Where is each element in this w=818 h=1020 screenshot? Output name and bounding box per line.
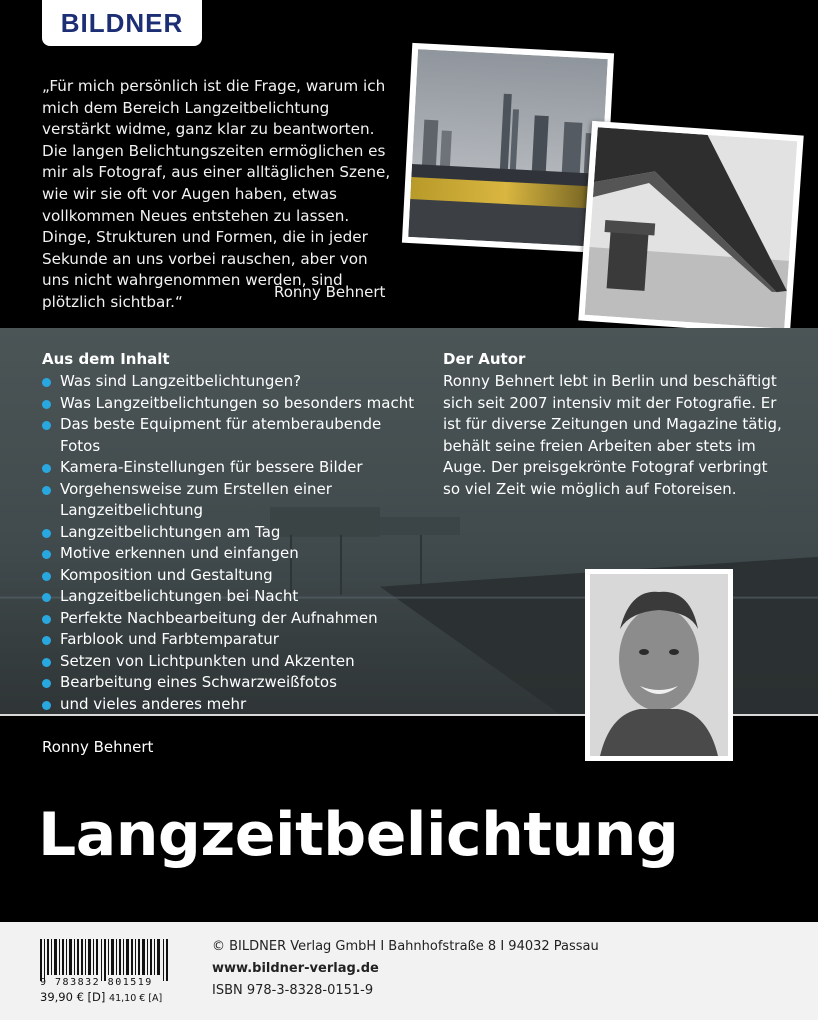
logo-text: BILDNER <box>60 7 184 38</box>
back-cover-footer <box>0 922 818 1020</box>
bridge-long-exposure-photo <box>578 121 803 335</box>
list-item: Setzen von Lichtpunkten und Akzenten <box>42 651 422 673</box>
list-item: Was sind Langzeitbelichtungen? <box>42 371 422 393</box>
barcode-number: 9 783832 801519 <box>40 977 153 988</box>
barcode-icon <box>40 939 170 981</box>
publisher-address: © BILDNER Verlag GmbH I Bahnhofstraße 8 I 94032 Passau <box>212 939 599 954</box>
list-item: Langzeitbelichtungen am Tag <box>42 522 422 544</box>
book-title: Langzeitbelichtung <box>38 800 679 870</box>
author-bio: Ronny Behnert lebt in Berlin und beschäftigt sich seit 2007 intensiv mit der Fotografie. Er ist für diverse Zeitungen und Magazine tätig, behält seine freien Arbeiten aber stets im Auge. Der preisgekrönte Fotograf verbringt so viel Zeit wie möglich auf Fotoreisen. <box>443 372 782 498</box>
price-de: 39,90 € [D] <box>40 990 106 1004</box>
contents-heading: Aus dem Inhalt <box>42 350 170 368</box>
list-item: Was Langzeitbelichtungen so besonders macht <box>42 393 422 415</box>
quote-author: Ronny Behnert <box>274 283 386 301</box>
list-item: Kamera-Einstellungen für bessere Bilder <box>42 457 422 479</box>
publisher-website-link[interactable]: www.bildner-verlag.de <box>212 961 379 976</box>
author-quote: „Für mich persönlich ist die Frage, warum ich mich dem Bereich Langzeitbelichtung verstärkt widme, ganz klar zu beantworten. Die langen Belichtungszeiten ermöglichen es mir als Fotograf, aus einer alltäglichen Szene, wie wir sie oft vor Augen haben, etwas vollkommen Neues entstehen zu lassen. Dinge, Strukturen und Formen, die in jeder Sekunde an uns vorbei rauschen, aber von uns nicht wahrgenommen werden, sind plötzlich sichtbar.“ <box>42 77 391 311</box>
isbn: ISBN 978-3-8328-0151-9 <box>212 983 374 998</box>
publisher-logo <box>42 0 202 46</box>
price-at: 41,10 € [A] <box>109 993 163 1004</box>
author-section <box>443 350 783 501</box>
list-item: Perfekte Nachbearbeitung der Aufnahmen <box>42 608 422 630</box>
list-item: Das beste Equipment für atemberaubende Fotos <box>42 414 422 457</box>
contents-list <box>42 371 422 715</box>
list-item: Farblook und Farbtemparatur <box>42 629 422 651</box>
price <box>40 990 162 1004</box>
list-item: Bearbeitung eines Schwarzweißfotos <box>42 672 422 694</box>
list-item: und vieles anderes mehr <box>42 694 422 716</box>
city-long-exposure-photo <box>402 43 614 253</box>
author-portrait <box>585 569 733 761</box>
list-item: Vorgehensweise zum Erstellen einer Langzeitbelichtung <box>42 479 342 522</box>
list-item: Motive erkennen und einfangen <box>42 543 422 565</box>
author-heading: Der Autor <box>443 350 526 368</box>
publisher-info <box>212 936 599 1002</box>
book-author: Ronny Behnert <box>42 738 154 756</box>
list-item: Langzeitbelichtungen bei Nacht <box>42 586 422 608</box>
list-item: Komposition und Gestaltung <box>42 565 422 587</box>
contents-section <box>42 350 422 715</box>
